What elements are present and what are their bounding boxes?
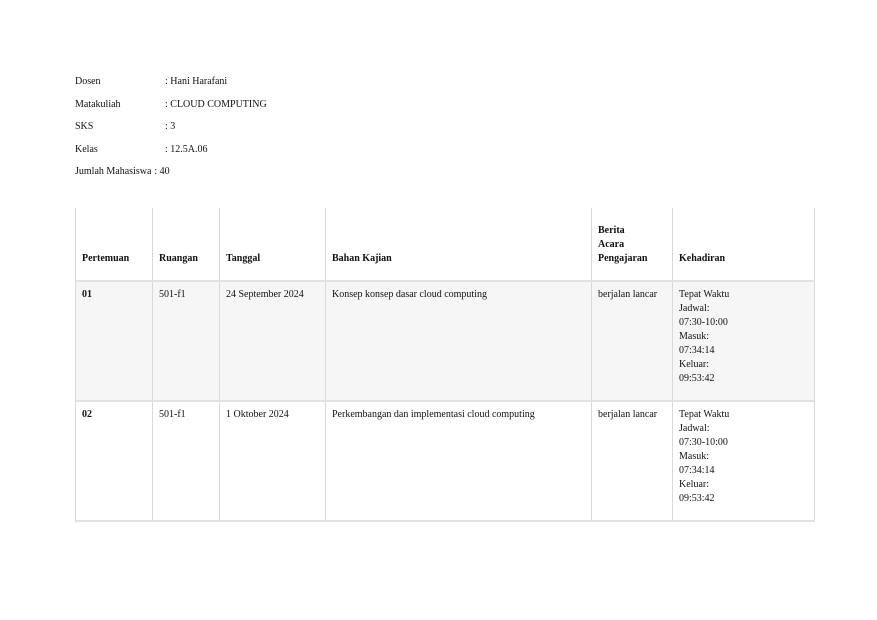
cell-ruangan: 501-f1 bbox=[153, 401, 220, 521]
info-row-kelas bbox=[75, 143, 267, 166]
dosen-value: : Hani Harafani bbox=[165, 76, 228, 87]
info-row-matakuliah bbox=[75, 98, 267, 121]
matakuliah-value: : CLOUD COMPUTING bbox=[165, 98, 267, 110]
header-berita-line-2: Acara bbox=[598, 239, 625, 250]
header-pertemuan: Pertemuan bbox=[76, 208, 153, 281]
info-row-dosen bbox=[75, 75, 267, 98]
kehadiran-status: Tepat Waktu bbox=[679, 409, 730, 420]
header-bahan-kajian: Bahan Kajian bbox=[326, 208, 592, 281]
kelas-value: : 12.5A.06 bbox=[165, 143, 208, 155]
kelas-label: Kelas bbox=[75, 143, 98, 155]
kehadiran-masuk: 07:34:14 bbox=[679, 465, 715, 476]
info-row-sks bbox=[75, 120, 267, 143]
kehadiran-keluar: 09:53:42 bbox=[679, 493, 715, 504]
matakuliah-label: Matakuliah bbox=[75, 98, 121, 110]
table-row bbox=[76, 281, 815, 401]
cell-bahan-kajian: Perkembangan dan implementasi cloud computing bbox=[326, 401, 592, 521]
cell-bahan-kajian: Konsep konsep dasar cloud computing bbox=[326, 281, 592, 401]
kehadiran-masuk-label: Masuk: bbox=[679, 331, 709, 342]
sks-value: : 3 bbox=[165, 121, 176, 133]
kehadiran-masuk-label: Masuk: bbox=[679, 451, 709, 462]
kehadiran-jadwal-label: Jadwal: bbox=[679, 423, 710, 434]
jumlah-mahasiswa-label: Jumlah Mahasiswa bbox=[75, 166, 152, 178]
kehadiran-jadwal-label: Jadwal: bbox=[679, 303, 710, 314]
kehadiran-masuk: 07:34:14 bbox=[679, 345, 715, 356]
cell-berita-acara: berjalan lancar bbox=[592, 281, 673, 401]
course-info bbox=[75, 75, 267, 188]
kehadiran-jadwal: 07:30-10:00 bbox=[679, 437, 728, 448]
sks-label: SKS bbox=[75, 121, 94, 133]
attendance-table-wrapper bbox=[75, 208, 814, 522]
table-header-row bbox=[76, 208, 815, 281]
attendance-table bbox=[75, 208, 815, 522]
kehadiran-keluar-label: Keluar: bbox=[679, 359, 709, 370]
kehadiran-keluar-label: Keluar: bbox=[679, 479, 709, 490]
cell-berita-acara: berjalan lancar bbox=[592, 401, 673, 521]
cell-kehadiran bbox=[673, 281, 815, 401]
cell-tanggal: 1 Oktober 2024 bbox=[220, 401, 326, 521]
header-berita-line-3: Pengajaran bbox=[598, 253, 648, 264]
header-ruangan: Ruangan bbox=[153, 208, 220, 281]
header-berita-acara-pengajaran bbox=[592, 208, 673, 281]
cell-tanggal: 24 September 2024 bbox=[220, 281, 326, 401]
header-tanggal: Tanggal bbox=[220, 208, 326, 281]
cell-kehadiran bbox=[673, 401, 815, 521]
kehadiran-keluar: 09:53:42 bbox=[679, 373, 715, 384]
info-row-jumlah-mahasiswa bbox=[75, 165, 267, 188]
kehadiran-status: Tepat Waktu bbox=[679, 289, 730, 300]
header-kehadiran: Kehadiran bbox=[673, 208, 815, 281]
cell-ruangan: 501-f1 bbox=[153, 281, 220, 401]
jumlah-mahasiswa-value: : 40 bbox=[154, 166, 170, 178]
cell-pertemuan: 02 bbox=[76, 401, 153, 521]
header-berita-line-1: Berita bbox=[598, 225, 625, 236]
kehadiran-jadwal: 07:30-10:00 bbox=[679, 317, 728, 328]
dosen-label: Dosen bbox=[75, 76, 101, 87]
cell-pertemuan: 01 bbox=[76, 281, 153, 401]
table-row bbox=[76, 401, 815, 521]
